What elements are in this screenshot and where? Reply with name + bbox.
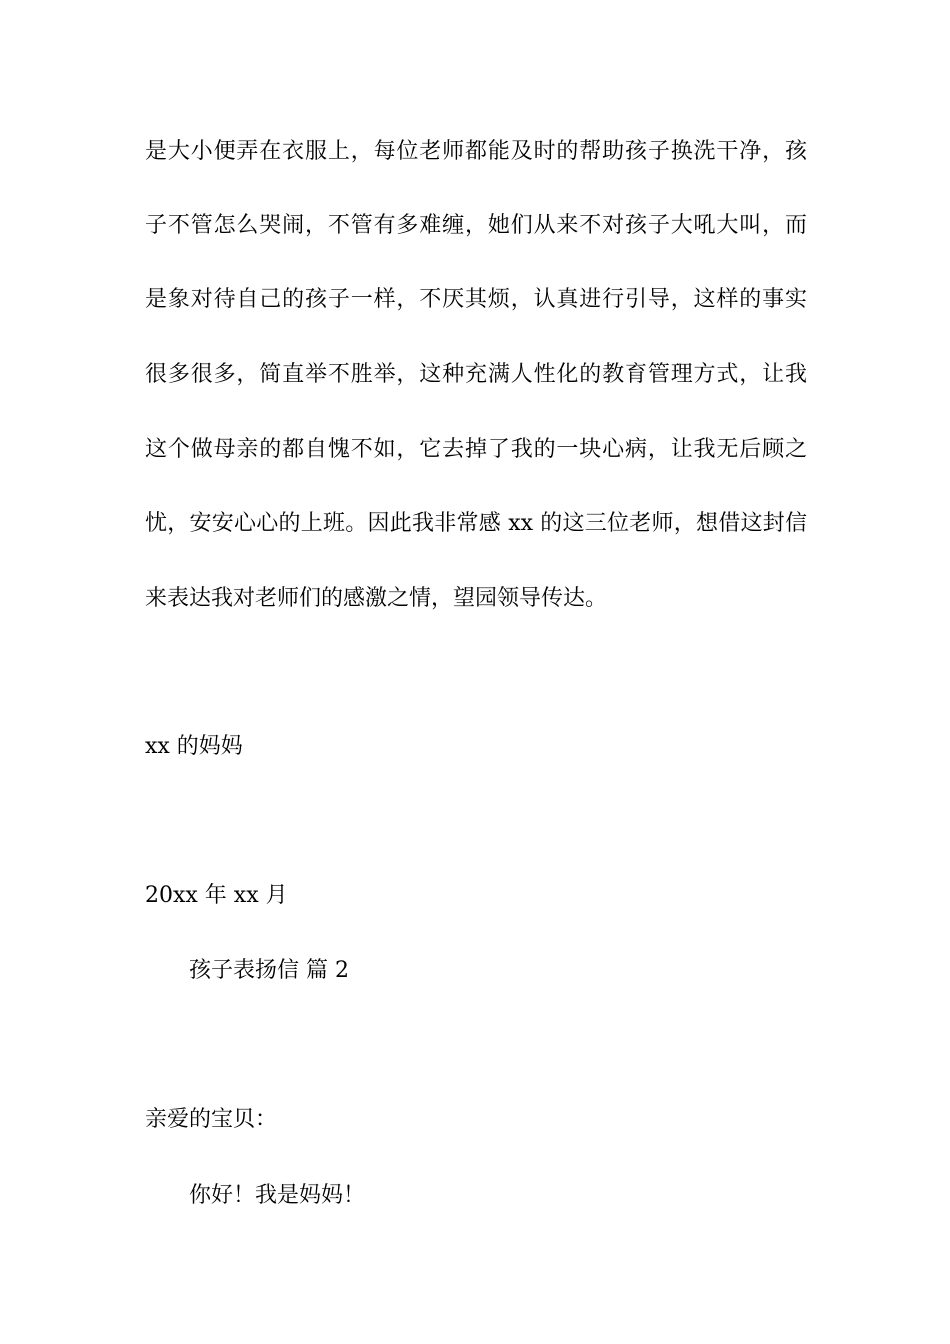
greeting: 你好！我是妈妈！: [189, 1183, 366, 1208]
paragraph-line-1: 是大小便弄在衣服上，每位老师都能及时的帮助孩子换洗干净，孩: [145, 139, 807, 164]
salutation: 亲爱的宝贝：: [145, 1107, 278, 1132]
paragraph-line-5: 这个做母亲的都自愧不如，它去掉了我的一块心病，让我无后顾之: [145, 437, 807, 462]
letter-date: 20xx 年 xx 月: [145, 883, 288, 908]
paragraph-line-7: 来表达我对老师们的感激之情，望园领导传达。: [145, 586, 608, 611]
paragraph-line-4: 很多很多，简直举不胜举，这种充满人性化的教育管理方式，让我: [145, 362, 807, 387]
section-heading: 孩子表扬信 篇 2: [189, 958, 349, 983]
signature: xx 的妈妈: [145, 734, 243, 759]
paragraph-line-3: 是象对待自己的孩子一样，不厌其烦，认真进行引导，这样的事实: [145, 287, 807, 312]
paragraph-line-6: 忧，安安心心的上班。因此我非常感 xx 的这三位老师，想借这封信: [145, 511, 807, 536]
paragraph-line-2: 子不管怎么哭闹，不管有多难缠，她们从来不对孩子大吼大叫，而: [145, 213, 807, 238]
